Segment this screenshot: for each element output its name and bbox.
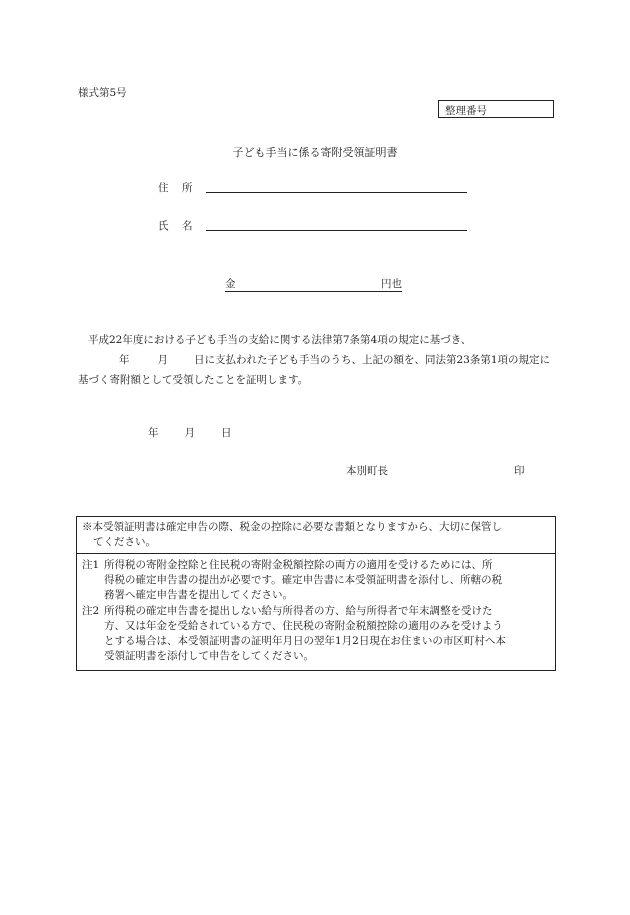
notice-main-line-1: ※本受領証明書は確定申告の際、税金の控除に必要な書類となりますから、大切に保管し bbox=[82, 521, 502, 533]
note-item bbox=[82, 604, 550, 664]
statement-rest: 日に支払われた子ども手当のうち、上記の額を、同法第23条第1項の規定に bbox=[194, 354, 551, 366]
reference-number-box bbox=[438, 100, 554, 118]
name-label-char1: 氏 bbox=[158, 220, 169, 232]
note-line: 得税の確定申告書の提出が必要です。確定申告書に本受領証明書を添付し、所轄の税 bbox=[104, 574, 503, 586]
reference-number-label: 整理番号 bbox=[445, 105, 487, 117]
notice-main bbox=[77, 517, 555, 554]
amount-prefix: 金 bbox=[225, 278, 236, 290]
amount-suffix: 円也 bbox=[381, 278, 402, 290]
address-label bbox=[158, 180, 193, 195]
note-line: 方、又は年金を受給されている方で、住民税の寄附金税額控除の適用のみを受けよう bbox=[104, 620, 503, 632]
notes-list bbox=[82, 558, 550, 665]
statement-year: 年 bbox=[119, 354, 130, 366]
date-month: 月 bbox=[184, 427, 195, 439]
address-field-line[interactable] bbox=[206, 191, 467, 193]
note-number: 注2 bbox=[82, 605, 100, 617]
statement-line-2 bbox=[78, 350, 562, 370]
date-day: 日 bbox=[221, 427, 232, 439]
note-line: 所得税の確定申告書を提出しない給与所得者の方、給与所得者で年末調整を受けた bbox=[104, 605, 493, 617]
date-year: 年 bbox=[148, 427, 159, 439]
amount-field[interactable] bbox=[225, 275, 402, 292]
form-number: 様式第5号 bbox=[78, 87, 127, 99]
certification-statement bbox=[78, 330, 562, 390]
issue-date bbox=[148, 425, 232, 440]
note-line: 所得税の寄附金控除と住民税の寄附金税額控除の両方の適用を受けるためには、所 bbox=[104, 559, 493, 571]
note-item bbox=[82, 558, 550, 603]
statement-month: 月 bbox=[157, 354, 168, 366]
address-label-char1: 住 bbox=[158, 182, 169, 194]
issuer-title: 本別町長 bbox=[346, 465, 388, 477]
name-label-char2: 名 bbox=[182, 220, 193, 232]
note-line: 受領証明書を添付して申告をしてください。 bbox=[104, 650, 314, 662]
name-label bbox=[158, 218, 193, 233]
note-line: とする場合は、本受領証明書の証明年月日の翌年1月2日現在お住まいの市区町村へ本 bbox=[104, 635, 506, 647]
document-title: 子ども手当に係る寄附受領証明書 bbox=[232, 146, 398, 159]
seal-mark: 印 bbox=[514, 465, 525, 477]
address-label-char2: 所 bbox=[182, 182, 193, 194]
note-number: 注1 bbox=[82, 559, 100, 571]
note-line: 務署へ確定申告書を提出してください。 bbox=[104, 589, 293, 601]
statement-line-1: 平成22年度における子ども手当の支給に関する法律第7条第4項の規定に基づき、 bbox=[88, 334, 472, 346]
statement-line-3: 基づく寄附額として受領したことを証明します。 bbox=[78, 374, 309, 386]
notice-box bbox=[76, 516, 556, 671]
name-field-line[interactable] bbox=[206, 229, 467, 231]
notice-main-line-2: てください。 bbox=[93, 536, 156, 548]
